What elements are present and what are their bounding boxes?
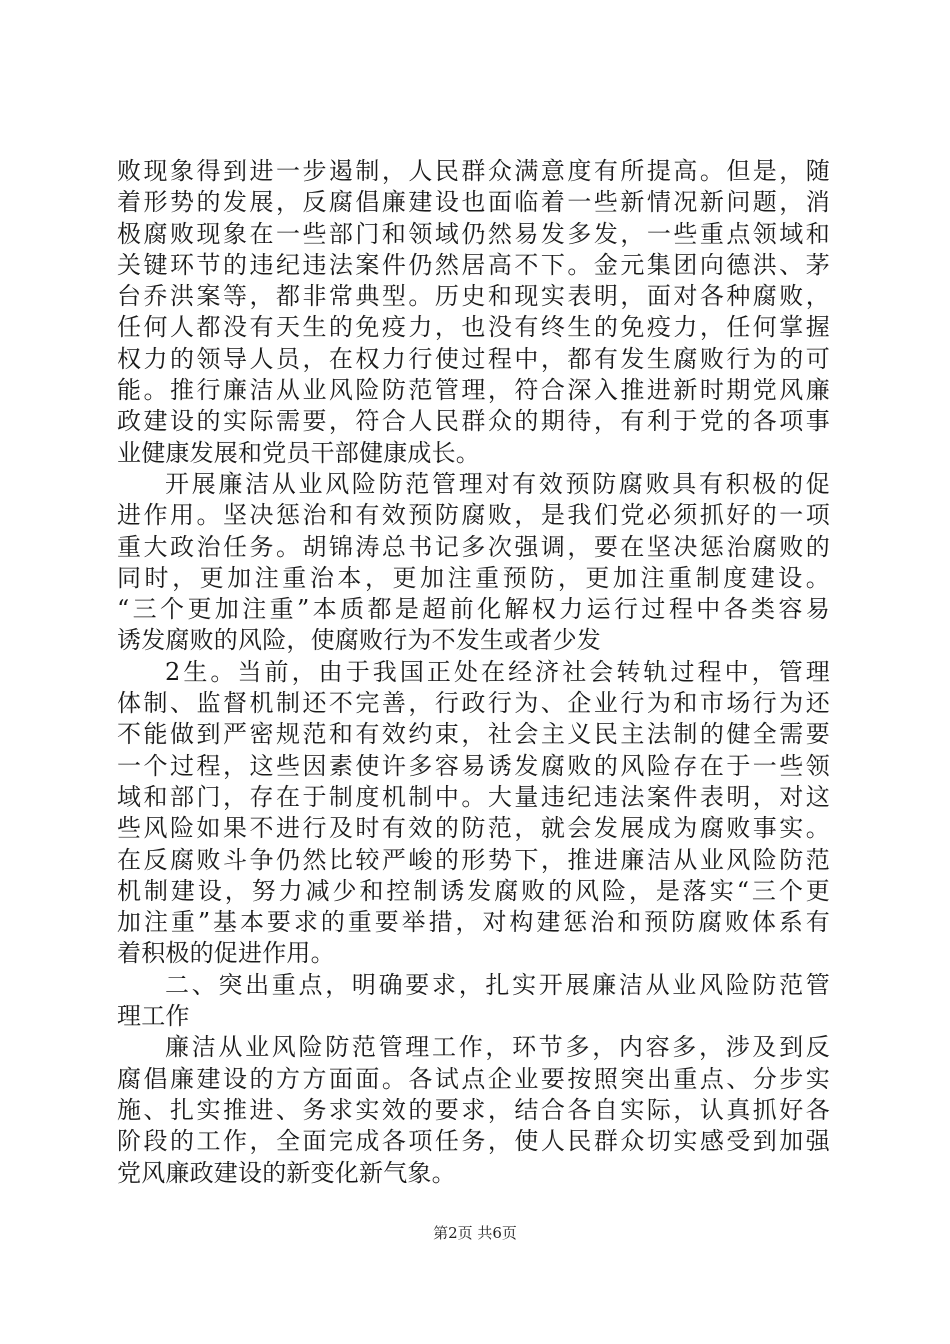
- text-line: 关键环节的违纪违法案件仍然居高不下。金元集团向德洪、茅: [117, 250, 830, 279]
- text-line: 诱发腐败的风险，使腐败行为不发生或者少发: [117, 626, 601, 655]
- text-line: 任何人都没有天生的免疫力，也没有终生的免疫力，任何掌握: [117, 313, 830, 342]
- text-line: 政建设的实际需要，符合人民群众的期待，有利于党的各项事: [117, 407, 830, 436]
- text-line: 着积极的促进作用。: [117, 939, 335, 968]
- text-line: 域和部门，存在于制度机制中。大量违纪违法案件表明，对这: [117, 782, 830, 811]
- text-line: 台乔洪案等，都非常典型。历史和现实表明，面对各种腐败，: [117, 282, 830, 311]
- body-text: [117, 156, 830, 1189]
- text-line: 党风廉政建设的新变化新气象。: [117, 1158, 456, 1187]
- text-line: 廉洁从业风险防范管理工作，环节多，内容多，涉及到反: [165, 1033, 830, 1062]
- text-line: 加注重”基本要求的重要举措，对构建惩治和预防腐败体系有: [117, 908, 830, 937]
- text-line: 同时，更加注重治本，更加注重预防，更加注重制度建设。: [117, 563, 830, 592]
- text-line: 着形势的发展，反腐倡廉建设也面临着一些新情况新问题，消: [117, 188, 830, 217]
- text-line: 施、扎实推进、务求实效的要求，结合各自实际，认真抓好各: [117, 1095, 830, 1124]
- text-line: 重大政治任务。胡锦涛总书记多次强调，要在坚决惩治腐败的: [117, 532, 830, 561]
- text-line: 2生。当前，由于我国正处在经济社会转轨过程中，管理: [165, 657, 830, 686]
- text-line: 败现象得到进一步遏制，人民群众满意度有所提高。但是，随: [117, 157, 830, 185]
- page-number-footer: 第2页 共6页: [433, 1224, 517, 1242]
- text-line: 极腐败现象在一些部门和领域仍然易发多发，一些重点领域和: [117, 219, 830, 248]
- text-line: 开展廉洁从业风险防范管理对有效预防腐败具有积极的促: [165, 469, 830, 498]
- text-line: 机制建设，努力减少和控制诱发腐败的风险，是落实“三个更: [117, 876, 830, 905]
- text-line: 一个过程，这些因素使许多容易诱发腐败的风险存在于一些领: [117, 751, 830, 780]
- text-line: 腐倡廉建设的方方面面。各试点企业要按照突出重点、分步实: [117, 1064, 830, 1093]
- text-line: 阶段的工作，全面完成各项任务，使人民群众切实感受到加强: [117, 1127, 830, 1156]
- text-line: 权力的领导人员，在权力行使过程中，都有发生腐败行为的可: [117, 344, 830, 373]
- text-line: 些风险如果不进行及时有效的防范，就会发展成为腐败事实。: [117, 814, 830, 843]
- text-line: 进作用。坚决惩治和有效预防腐败，是我们党必须抓好的一项: [117, 501, 830, 530]
- text-line: 体制、监督机制还不完善，行政行为、企业行为和市场行为还: [117, 689, 830, 718]
- section-heading: 二、突出重点，明确要求，扎实开展廉洁从业风险防范管: [165, 970, 830, 999]
- text-line: 能。推行廉洁从业风险防范管理，符合深入推进新时期党风廉: [117, 376, 830, 405]
- text-line: 在反腐败斗争仍然比较严峻的形势下，推进廉洁从业风险防范: [117, 845, 830, 874]
- text-line: “三个更加注重”本质都是超前化解权力运行过程中各类容易: [117, 595, 830, 624]
- section-heading: 理工作: [117, 1002, 190, 1031]
- text-line: 业健康发展和党员干部健康成长。: [117, 438, 480, 467]
- text-line: 不能做到严密规范和有效约束，社会主义民主法制的健全需要: [117, 720, 830, 749]
